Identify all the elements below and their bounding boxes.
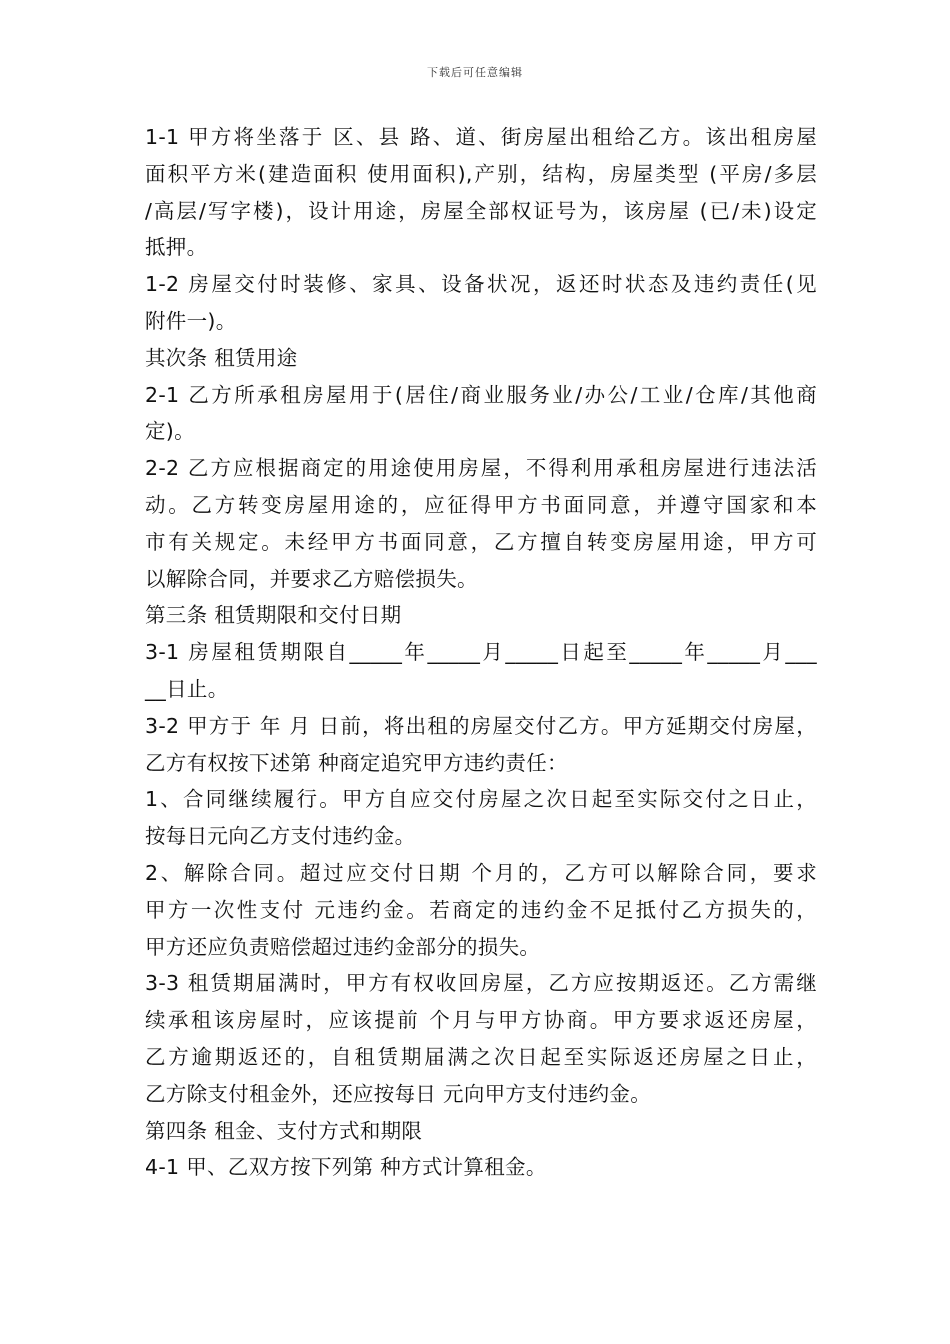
text-line: 2-1 乙方所承租房屋用于(居住/商业服务业/办公/工业/仓库/其他商 (145, 382, 817, 407)
page-header-note: 下载后可任意编辑 (427, 66, 523, 79)
text-line: 甲方一次性支付 元违约金。若商定的违约金不足抵付乙方损失的， (145, 897, 817, 922)
text-line: 1-1 甲方将坐落于 区、县 路、道、街房屋出租给乙方。该出租房屋 (145, 125, 817, 149)
text-line: 其次条 租赁用途 (145, 345, 298, 370)
text-line: 3-1 房屋租赁期限自_____年_____月_____日起至_____年_____月___ (145, 640, 817, 665)
text-line: 乙方有权按下述第 种商定追究甲方违约责任： (145, 750, 568, 775)
text-line: 3-3 租赁期届满时，甲方有权收回房屋，乙方应按期返还。乙方需继 (145, 971, 817, 996)
text-line: 面积平方米(建造面积 使用面积),产别，结构，房屋类型 (平房/多层 (145, 161, 817, 186)
text-line: 甲方还应负责赔偿超过违约金部分的损失。 (145, 934, 541, 959)
text-line: 1、合同继续履行。甲方自应交付房屋之次日起至实际交付之日止， (145, 787, 817, 812)
text-line: 附件一)。 (145, 308, 237, 333)
text-line: 4-1 甲、乙双方按下列第 种方式计算租金。 (145, 1155, 547, 1180)
text-line: 2、解除合同。超过应交付日期 个月的，乙方可以解除合同，要求 (145, 860, 817, 885)
text-line: /高层/写字楼)，设计用途，房屋全部权证号为，该房屋 (已/未)设定 (145, 198, 817, 223)
text-line: 定)。 (145, 419, 195, 444)
text-line: 以解除合同，并要求乙方赔偿损失。 (145, 566, 478, 591)
text-line: __日止。 (145, 676, 229, 701)
text-line: 按每日元向乙方支付违约金。 (145, 824, 416, 849)
text-line: 2-2 乙方应根据商定的用途使用房屋，不得利用承租房屋进行违法活 (145, 456, 817, 481)
text-line: 动。乙方转变房屋用途的，应征得甲方书面同意，并遵守国家和本 (145, 492, 817, 517)
document-body (145, 119, 817, 1186)
text-line: 第三条 租赁期限和交付日期 (145, 603, 402, 628)
text-line: 抵押。 (145, 235, 208, 260)
text-line: 3-2 甲方于 年 月 日前，将出租的房屋交付乙方。甲方延期交付房屋， (145, 713, 817, 738)
text-line: 第四条 租金、支付方式和期限 (145, 1118, 423, 1143)
text-line: 1-2 房屋交付时装修、家具、设备状况，返还时状态及违约责任(见 (145, 272, 817, 297)
text-line: 乙方除支付租金外，还应按每日 元向甲方支付违约金。 (145, 1081, 652, 1106)
text-line: 乙方逾期返还的，自租赁期届满之次日起至实际返还房屋之日止， (145, 1044, 817, 1069)
text-line: 续承租该房屋时，应该提前 个月与甲方协商。甲方要求返还房屋， (145, 1008, 817, 1033)
text-line: 市有关规定。未经甲方书面同意，乙方擅自转变房屋用途，甲方可 (145, 529, 817, 554)
